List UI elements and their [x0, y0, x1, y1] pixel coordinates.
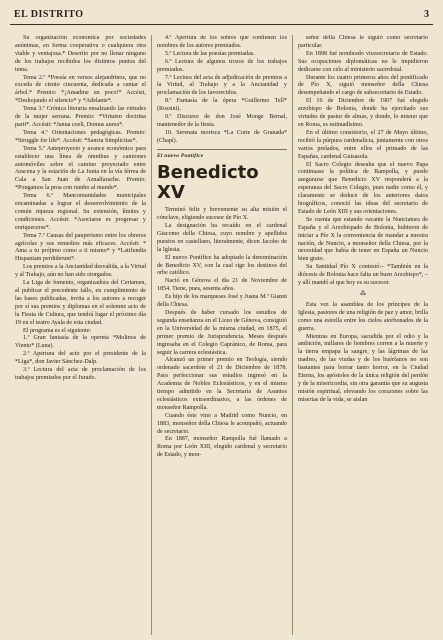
paragraph: Tema 4.º Orientaciones pedagógicas. Premio: *Struggle for life*. Accésit: *Sancta Simplicitas*. [15, 129, 146, 144]
paragraph: Tema 6.º Mancomunidades municipales encaminadas a lograr el desenvolvimiento de la común riqueza regional. Su extensión, límites y condiciones. Accésit: *Asociarse es progresar y enriquecerse*. [15, 193, 146, 231]
article-paragraph: Es hijo de los marqueses José y Juana M.ª Gianni della Chiesa. [156, 294, 287, 309]
paragraph: señor della Chiesa le siguió como secretario particular. [297, 35, 428, 49]
article-paragraph: El nuevo Pontífice ha adoptado la denominación de Benedicto XV, con la cual rige los destinos del orbe católico. [156, 254, 287, 277]
paragraph: 3.º Lectura del acta de proclamación de los trabajos premiados por el Jurado. [15, 367, 146, 381]
paragraph: Su Santidad Pío X contestó:– *También en la diócesis de Bolonia hace falta un buen Arzobispo*, – y allí mandó al que hoy es su sucesor. [297, 264, 428, 287]
paragraph: 9.º Discurso de don José Monge Bernal, mantenedor de la fiesta. [156, 114, 287, 128]
article-paragraph: En 1887, monseñor Rampolla fué llamado a Roma por León XIII, elegido cardenal y secretario de Estado, y mon- [156, 436, 287, 459]
article-paragraph: Cuando éste vino a Madrid como Nuncio, en 1883, monseñor della Chiesa le acompañó, actuando de secretario. [156, 412, 287, 435]
publication-title: EL DISTRITO [14, 9, 84, 20]
paragraph: Tema 2.º *Poesía en versos alejandrinos, que no exceda de ciento cincuenta, dedicada a cantar el árbol.* Premio: *¡Amadme un poco!* Accésit, *Deshojando el silencio* y *Adelante*. [15, 74, 146, 105]
asterism-divider: ⁂ [359, 291, 366, 297]
paragraph: Su organización económica por sociedades anónimas, en forma cooperativa o cualquiera otra viable y ventajosa.* Deseríto por no llenar ninguno de los trabajos recibidos los distintos puntos del tema. [15, 35, 146, 73]
paragraph: El 16 de Diciembre de 1907 fué elegido arzobispo de Bolonia, donde ha ejercitado sus virtudes de pastor de almas, y donde, lo mismo que en Roma, es estimadísimo. [297, 98, 428, 128]
column-right [292, 35, 433, 635]
paragraph: 4.º Apertura de los sobres que contienen los nombres de los autores premiados. [156, 35, 287, 49]
paragraph: Los premios a la Ancianidad desvalida, a la Virtud y al Trabajo, aún no han sido otorgados. [15, 264, 146, 279]
paragraph: Tema 5.º Anteproyecto y avance económico para establecer una línea de ómnibus y camiones automóviles sobre el camino proyectado entre Aracena y la estación de La Junta en la vía férrea de Cala a San Juan de Aznalfarache. Premio: *Pongamos la proa con rumbo al mundo*. [15, 145, 146, 192]
article-paragraph: Alcanzó un primer premio en Teología, siendo ordenado sacerdote el 21 de Diciembre de 1878. Para perfeccionar sus estudios ingresó en la Academia de Nobles Eclesiásticos, y en el mismo tiempo admitido en la Secretaría de Asuntos eclesiásticos extraordinarios, a las órdenes de monseñor Rampolla. [156, 357, 287, 411]
paragraph: 1.º Gran fantasía de la opereta *Molinos de Viento* (Luna). [15, 335, 146, 350]
paragraph: 8.º Fantasía de la ópera *Guillermo Tell* (Rossini). [156, 98, 287, 113]
section-divider [157, 149, 287, 150]
section-tag: El nuevo Pontífice [156, 153, 204, 160]
article-columns [10, 35, 433, 635]
paragraph: 10. Serenata morisca *La Corte de Granada* (Chapí). [156, 129, 287, 144]
paragraph: El programa es el siguiente: [23, 327, 92, 334]
paragraph: El Sacro Colegio deseaba que el nuevo Papa continuase la política de Rampolla, y puede asegurarse que Benedicto XV responderá a la esperanza del Sacro Colegio, pues nadie como él, y claramente se deduce de los anteriores datos biográficos, conoció las ideas del secretario de Estado de León XIII y sus orientaciones. [297, 161, 428, 215]
page-number: 3 [424, 9, 429, 20]
paragraph: Se cuenta que estando vacante la Nunciatura de España y el Arzobispado de Bolonia, hubieron de iniciar a Pío X la conveniencia de mandar a nuestra nación, de Nuncio, a monseñor della Chiesa, por la necesidad que había de tener en España un Nuncio bien grato. [297, 216, 428, 263]
paragraph: Tema 7.º Causas del pauperismo entre los obreros agrícolas y sus remedios más eficaces. Accésit: * Ama a tu prójimo como a ti mismo* y *Latifundia Hispaniam perdiderunt*. [15, 232, 146, 263]
article-paragraph: Nació en Génova el día 21 de Noviembre de 1854. Tiene, pues, sesenta años. [156, 278, 287, 293]
closing-paragraph: Mientras en Europa, sacudida por el odio y la ambición, millares de hombres corren a la muerte y la tierra empapa la sangre, y las lágrimas de las madres, de las viudas y de los huérfanos no son bastantes para borrar tanto horror, en la Ciudad Eterna, los apóstoles de la única religión del perdón y de la misericordia, sin otra garantía que su augusta misión espiritual, elevando los corazones sobre las miserias de la vida, se aislan [297, 333, 428, 403]
article-paragraph: La designación ha recaído en el cardenal Giacomo della Chiesa, cuyo nombre y apellidos puestos en castellano, literalmente, dicen Jacobo de la Iglesia. [156, 223, 287, 253]
paragraph: 7.º Lectura del acta de adjudicación de premios a la Virtud, al Trabajo y a la Ancianidad y proclamación de los favorecidos. [156, 74, 287, 97]
column-middle [151, 35, 292, 635]
paragraph: Tema 3.º Crónica literaria ensalzando las virtudes de la mujer serrana. Premio: *Virtuten doctrina parit*. Accésit: *Janua coeli, Domus aurea*. [15, 106, 146, 128]
article-paragraph: Terminó feliz y brevemente su alta misión el cónclave, eligiendo sucesor de Pío X. [156, 207, 287, 222]
paragraph: 6.º Lectura de algunos trozos de los trabajos premiados. [156, 58, 287, 73]
article-paragraph: Después de haber cursado los estudios de segunda enseñanza en el Liceo de Génova, consiguió en la Universidad de la misma ciudad, en 1875, el primer premio de Jurisprudencia. Meses después ingresaba en el Colegio Capránico, de Roma, para seguir la carrera eclesiástica. [156, 309, 287, 356]
column-left [10, 35, 151, 635]
paragraph: En 1898 fué nombrado vicesecretario de Estado. Sus ocupaciones diplomáticas no le impidieron dedicarse con celo al ministerio sacerdotal. [297, 50, 428, 73]
article-headline: Benedicto XV [156, 162, 259, 204]
page-header [10, 8, 433, 25]
paragraph: La Liga de fomento, organizadora del Certamen, al publicar el precedente fallo, en cumplimiento de las bases publicadas, invita a los autores a recoger por sí sus premios y diplomas en el solemne acto de la Fiesta de Cultura, que tendrá lugar el próximo día 19 en el teatro Ayala de esta ciudad. [15, 280, 146, 326]
closing-paragraph: Esta vez la asamblea de los príncipes de la Iglesia, pastores de una religión de paz y amor, brilla como una estrella entre los cielos atorbonados de la guerra. [297, 301, 428, 332]
paragraph: Durante los cuatro primeros años del pontificado de Pío X, siguió monseñor della Chiesa desempeñando el cargo de subsecretario de Estado. [297, 74, 428, 97]
paragraph: En el último consistorio, el 27 de Mayo último, recibió la púrpura cardenalicia, juntamente con otros varios prelados, entre ellos el primado de las Españas, cardenal Guisasola. [297, 129, 428, 160]
paragraph: 2.º Apertura del acto por el presidente de la *Liga*, don Javier Sánchez-Dalp. [15, 351, 146, 366]
paragraph: 5.º Lectura de las poesías premiadas. [164, 50, 255, 57]
